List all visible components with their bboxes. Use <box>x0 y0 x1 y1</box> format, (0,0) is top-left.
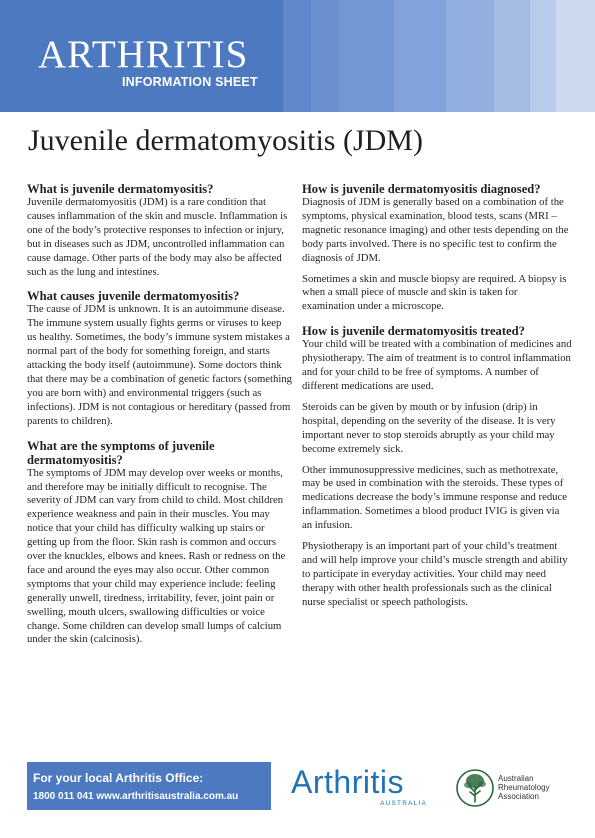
brand <box>38 33 258 89</box>
header-stripe <box>394 0 446 112</box>
section-body-physiotherapy: Physiotherapy is an important part of your child’s treatment and will help improve your child’s muscle strength and ability to participate in everyday activities. Your child may need therapy with other health professionals such as the clinical nurse specialist or speech pathologists. <box>302 540 568 608</box>
ara-line: Rheumatology <box>498 783 550 792</box>
section-body-what-is: Juvenile dermatomyositis (JDM) is a rare condition that causes inflammation of the skin and muscle. Inflammation is one of the body’s protective responses to infection or injury, but in diseases such as JDM, uncontrolled inflammation can cause damage. Other parts of the body may also be affected such as the lung and intestines. <box>27 196 288 278</box>
office-contact-link[interactable]: 1800 011 041 www.arthritisaustralia.com.au <box>33 791 239 802</box>
ara-logo <box>456 766 576 812</box>
section-body-immunosuppressives: Other immunosuppressive medicines, such as methotrexate, may be used in combination with the steroids. These types of medications decrease the body’s immune response and reduce inflammation. Sometimes a blood product IVIG is given via an infusion. <box>302 463 568 532</box>
section-body-symptoms: The symptoms of JDM may develop over weeks or months, and therefore may be initially difficult to recognise. The severity of JDM can vary from child to child. Most children experience weakness and pain in their muscles. You may notice that your child has difficulty walking up stairs or getting up from the floor. Skin rash is common and occurs over the knuckles, elbows and knees. Rash or redness on the face and around the eyes may also occur. Other common symptoms that your child may experience include: feeling generally unwell, tiredness, irritability, fever, joint pain or swelling, mouth ulcers, swallowing difficulties or voice change. Some children can develop small lumps of calcium under the skin (calcinosis). <box>27 466 286 646</box>
header-stripe <box>530 0 556 112</box>
arthritis-australia-logo <box>291 766 431 812</box>
section-heading-treated: How is juvenile dermatomyositis treated? <box>302 324 525 339</box>
brand-title: ARTHRITIS <box>38 33 249 76</box>
section-body-treated-intro: Your child will be treated with a combination of medicines and physiotherapy. The aim of treatment is to control inflammation and for your child to be free of symptoms. A number of different medications are used. <box>302 338 572 392</box>
header-stripe <box>446 0 494 112</box>
aa-logo-sub: AUSTRALIA <box>380 800 427 807</box>
section-heading-symptoms: What are the symptoms of juvenile dermatomyositis? <box>27 438 215 467</box>
section-heading-diagnosed: How is juvenile dermatomyositis diagnosed? <box>302 182 541 196</box>
right-column <box>302 182 572 610</box>
section-body-steroids: Steroids can be given by mouth or by infusion (drip) in hospital, depending on the severity of the disease. It is very important never to stop steroids abruptly as your child may become extremely sick. <box>302 400 556 455</box>
section-body-diagnosed: Diagnosis of JDM is generally based on a combination of the symptoms, physical examination, blood tests, scans (MRI – magnetic resonance imaging) and other tests depending on the body parts involved. There is no specific test to confirm the diagnosis of JDM. <box>302 196 569 264</box>
header-stripe <box>283 0 311 112</box>
ara-line: Australian <box>498 774 534 783</box>
brand-subtitle: INFORMATION SHEET <box>122 75 258 89</box>
header-stripe <box>494 0 530 112</box>
ara-logo-text <box>498 774 550 801</box>
section-body-biopsy: Sometimes a skin and muscle biopsy are required. A biopsy is when a small piece of muscle and skin is taken for examination under a microscope. <box>302 272 567 313</box>
section-heading-causes: What causes juvenile dermatomyositis? <box>27 289 240 304</box>
header-stripe <box>311 0 339 112</box>
ara-line: Association <box>498 792 539 801</box>
section-body-causes: The cause of JDM is unknown. It is an autoimmune disease. The immune system usually fights germs or viruses to keep us healthy. Sometimes, the body’s immune system mistakes a normal part of the body for something foreign, and starts attacking the body itself (autoimmune). Some doctors think that there may be a combination of genetic factors (something you are born with) and environmental triggers (such as infections). JDM is not contagious or hereditary (passed from parents to children). <box>27 303 293 427</box>
header-stripe <box>339 0 394 112</box>
header-banner <box>0 0 595 112</box>
header-stripe <box>556 0 595 112</box>
left-column <box>27 182 293 647</box>
page-title: Juvenile dermatomyositis (JDM) <box>28 124 423 157</box>
section-heading-what-is: What is juvenile dermatomyositis? <box>27 182 214 196</box>
office-title: For your local Arthritis Office: <box>33 771 204 785</box>
tree-emblem-icon <box>456 768 494 808</box>
aa-logo-name: Arthritis <box>291 764 404 800</box>
office-contact-box <box>27 762 271 810</box>
